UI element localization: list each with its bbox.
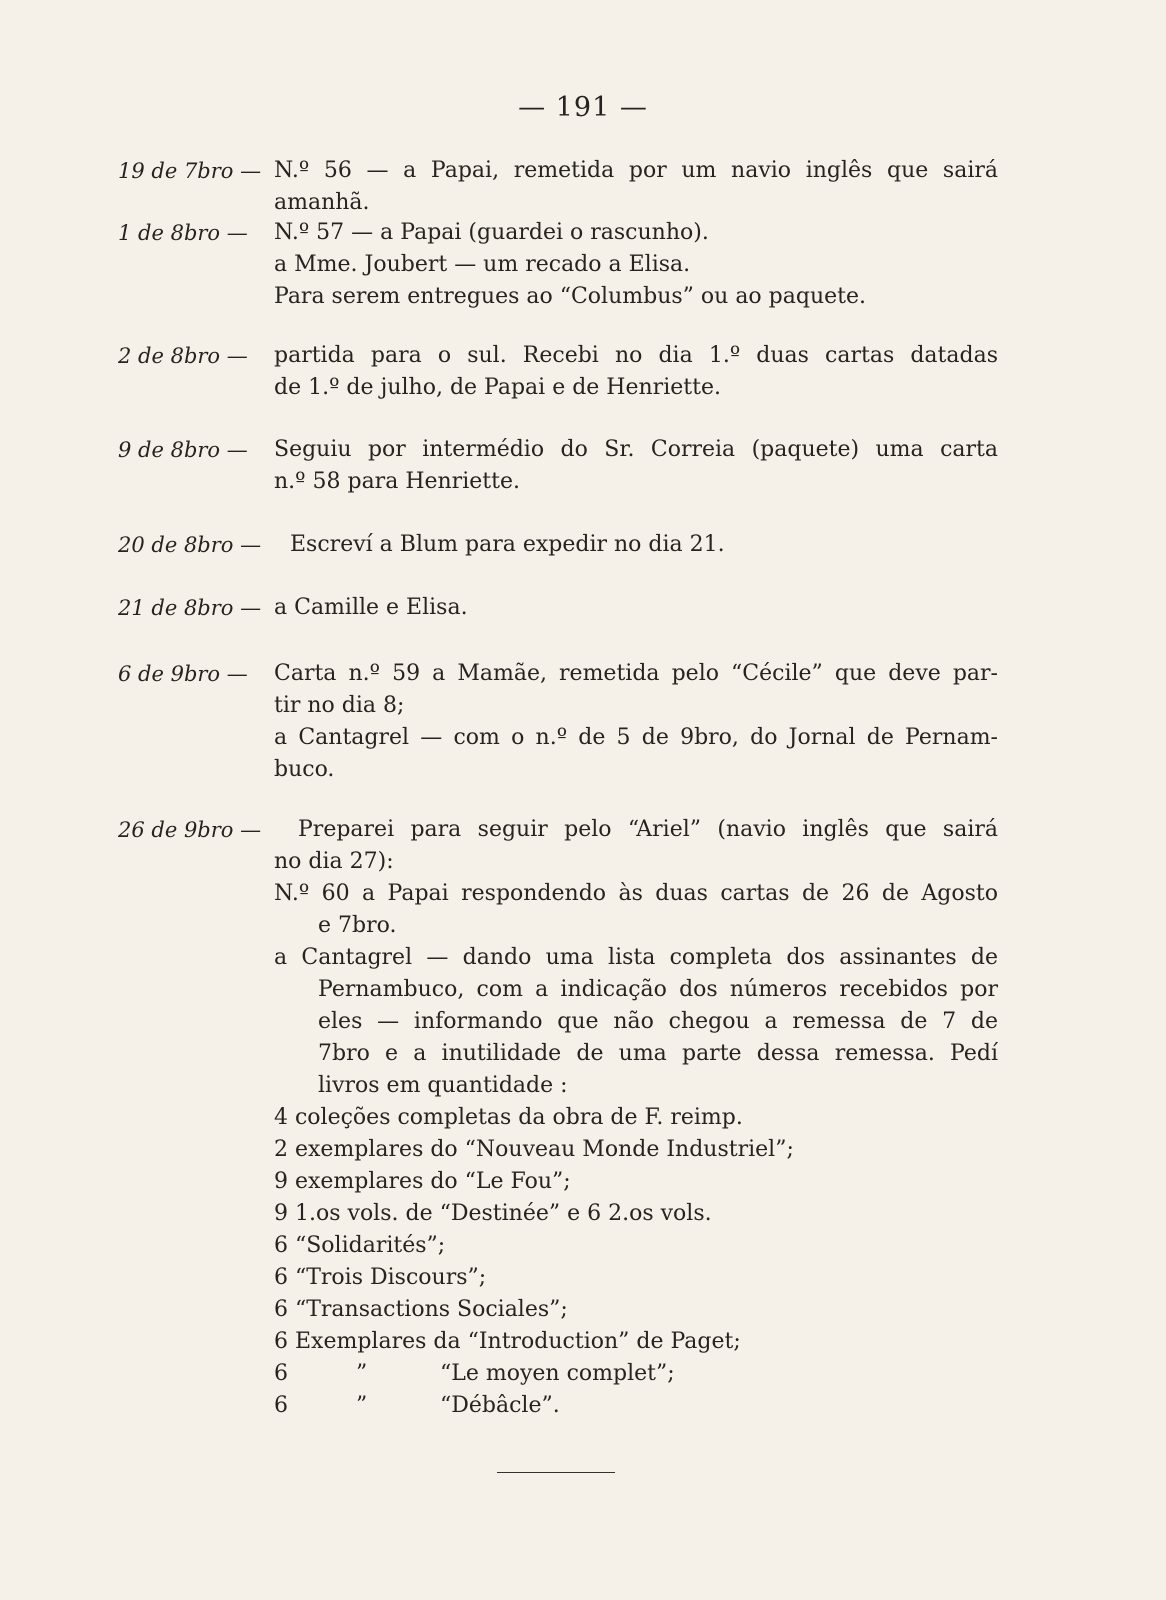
entry-line: buco. xyxy=(274,757,335,782)
page-number: — 191 — xyxy=(518,92,648,123)
entry-date: 21 de 8bro — xyxy=(118,596,262,620)
entry-line: eles — informando que não chegou a remessa de 7 de xyxy=(318,1009,998,1034)
entry-line: livros em quantidade : xyxy=(318,1073,568,1098)
entry-line: amanhã. xyxy=(274,190,370,215)
entry-line: N.º 57 — a Papai (guardei o rascunho). xyxy=(274,220,709,245)
ditto-mark: ” xyxy=(356,1361,368,1386)
list-item-qty: 6 xyxy=(274,1361,288,1386)
list-item-qty: 6 xyxy=(274,1393,288,1418)
entry-line: de 1.º de julho, de Papai e de Henriette. xyxy=(274,375,721,400)
entry-line: Pernambuco, com a indicação dos números recebidos por xyxy=(318,977,998,1002)
list-item: 4 coleções completas da obra de F. reimp. xyxy=(274,1105,743,1130)
entry-line: a Cantagrel — dando uma lista completa dos assinantes de xyxy=(274,945,998,970)
list-item: 9 1.os vols. de “Destinée” e 6 2.os vols. xyxy=(274,1201,712,1226)
list-item: 6 “Transactions Sociales”; xyxy=(274,1297,568,1322)
list-item: 2 exemplares do “Nouveau Monde Industriel”; xyxy=(274,1137,794,1162)
entry-line: tir no dia 8; xyxy=(274,693,405,718)
entry-line: partida para o sul. Recebi no dia 1.º duas cartas datadas xyxy=(274,343,998,368)
entry-line: Seguiu por intermédio do Sr. Correia (paquete) uma carta xyxy=(274,437,998,462)
list-item: 9 exemplares do “Le Fou”; xyxy=(274,1169,571,1194)
entry-date: 26 de 9bro — xyxy=(118,818,262,842)
ditto-mark: ” xyxy=(356,1393,368,1418)
list-item: 6 Exemplares da “Introduction” de Paget; xyxy=(274,1329,741,1354)
entry-date: 9 de 8bro — xyxy=(118,438,248,462)
entry-line: Para serem entregues ao “Columbus” ou ao paquete. xyxy=(274,284,866,309)
entry-line: a Cantagrel — com o n.º de 5 de 9bro, do Jornal de Pernam- xyxy=(274,725,998,750)
entry-date: 19 de 7bro — xyxy=(118,159,262,183)
entry-line: N.º 60 a Papai respondendo às duas cartas de 26 de Agosto xyxy=(274,881,998,906)
entry-date: 2 de 8bro — xyxy=(118,344,248,368)
list-item-title: “Débâcle”. xyxy=(440,1393,560,1418)
entry-line: e 7bro. xyxy=(318,913,397,938)
entry-line: 7bro e a inutilidade de uma parte dessa remessa. Pedí xyxy=(318,1041,998,1066)
list-item-title: “Le moyen complet”; xyxy=(440,1361,675,1386)
closing-rule xyxy=(497,1472,615,1473)
entry-line: Carta n.º 59 a Mamãe, remetida pelo “Cécile” que deve par- xyxy=(274,661,998,686)
entry-date: 1 de 8bro — xyxy=(118,221,248,245)
entry-line: n.º 58 para Henriette. xyxy=(274,469,520,494)
entry-line: no dia 27): xyxy=(274,849,394,874)
entry-date: 20 de 8bro — xyxy=(118,533,262,557)
entry-line: Preparei para seguir pelo “Ariel” (navio inglês que sairá xyxy=(298,817,998,842)
entry-date: 6 de 9bro — xyxy=(118,662,248,686)
entry-line: N.º 56 — a Papai, remetida por um navio inglês que sairá xyxy=(274,158,998,183)
list-item: 6 “Solidarités”; xyxy=(274,1233,446,1258)
entry-line: a Camille e Elisa. xyxy=(274,595,468,620)
list-item: 6 “Trois Discours”; xyxy=(274,1265,487,1290)
entry-line: Escreví a Blum para expedir no dia 21. xyxy=(290,532,725,557)
entry-line: a Mme. Joubert — um recado a Elisa. xyxy=(274,252,691,277)
